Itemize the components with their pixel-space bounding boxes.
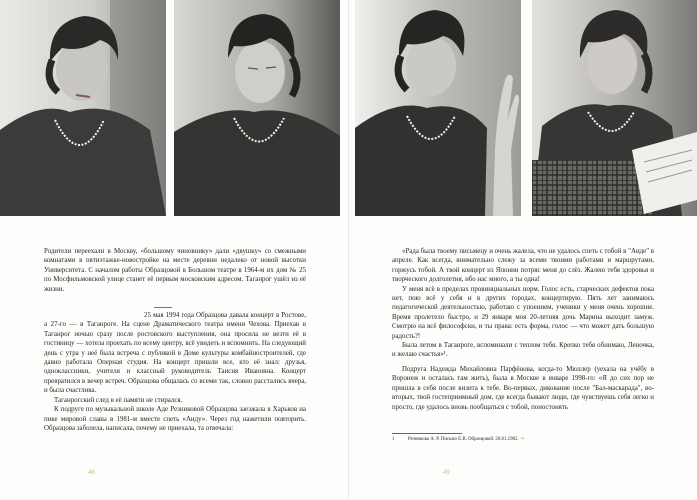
paragraph: У меня всё в пределах провинциальных норм. Голос есть, старческих дефектов пока нет, пою всё у себя и в других городах, концертирую. Пять лет занимаюсь педагогической деятельностью, работаю с упоением, ученики у меня очень хорошие. Время пролетело быстро, и 29 января моя 20-летняя дочь Марина выходит замуж. Смотрю на всё философски, и ты права: есть форма, голос — что может дать большую радость?! (392, 285, 654, 340)
photo-woman-eyes-closed-image (174, 0, 340, 216)
photo-woman-gesturing (355, 0, 521, 216)
footnote-end-mark-icon: ❧ (520, 437, 525, 442)
page-number-right: 49 (443, 470, 450, 476)
paragraph: Родители переехали в Москву, «большому чиновнику» дали «двушку» со смежными комнатами в пятиэтажке-новостройке на месте деревни недалеко от новой высотки Университета. С началом работы Образцовой в Большом театре в 1964-м их дом № 25 по Мосфильмовской улице станет её первым московским адресом. Таганрог ушёл из её жизни. (44, 248, 306, 293)
footnote-divider (392, 433, 462, 434)
paragraph: К подруге по музыкальной школе Аде Резниковой Образцова заезжала в Харьков на пике мировой славы в 1981-м вместе спеть «Аиду». Через год нажетили повторить. Образцова заболела, написала, почему не приехала, та отвечала: (44, 406, 306, 432)
paragraph: Таганрогский след в её памяти не стирался. (54, 396, 183, 404)
photo-woman-gesturing-image (355, 0, 521, 216)
paragraph: Подруга Надежда Михайловна Парфёнова, когда-то Мюллер (уехала на учёбу в Воронеж и осталась там жить), была в Москве в январе 1998-го: «Я до сих пор не пришла в себя после визита к тебе. Во-первых, дикование после "Бал-маскарада", во-вторых, твой гостеприимный дом, где всегда бывают люди, где чувствуешь себя легко и просто, где удалось вновь пообщаться с тобой, поностонять (392, 365, 654, 411)
page-gutter (348, 0, 349, 500)
photo-woman-looking-down (0, 0, 166, 216)
photo-woman-looking-down-image (0, 0, 166, 216)
paragraph: «Рада была твоему письмецу и очень жалела, что не удалось спеть с тобой в "Аиде" в апреле. Как всегда, внимательно слежу за всеми твоими работами и маршрутами, горжусь тобой. А твой концерт из Японии потряс меня до слёз. Жалею тебя здоровья и творческого долголетия, ибо нас много, а ты одна! (392, 248, 654, 284)
paragraph: 25 мая 1994 года Образцова давала концерт в Ростове, а 27-го — в Таганроге. На сцене Драматического театра имени Чехова. Приехав в Таганрог ночью сразу после ростовского выступления, она просила не везти её в гостиницу — хотела проехать по всему центру, всё увидеть и вспомнить. На следующий день с утра у неё была встреча с публикой в Доме культуры комбайностроителей, где давно работала Оперная студия. На концерт пришли все, кто её знал: друзья, одноклассники, учителя и классный руководитель Таисия Ивановна. Концерт превратился в вечер встреч. Образцова общалась со всеми так, словно расстались вчера, и была счастлива. (44, 312, 306, 395)
footnote (392, 437, 654, 443)
footnote-text: Резникова А. Р. Письмо Е.В. Образцовой. 20.01.1982. (408, 437, 519, 442)
section-divider (154, 307, 172, 308)
section-gap (44, 294, 306, 303)
photo-woman-reading-magazine (532, 0, 697, 216)
photo-woman-reading-magazine-image (532, 0, 697, 216)
left-page-text (44, 247, 306, 433)
paragraph: Была летом в Таганроге, вспоминали с теплом тебя. Крепко тебя обнимаю, Леночка, и желаю счастья»¹. (392, 342, 654, 359)
right-page-text (392, 247, 654, 412)
page-number-left: 48 (88, 470, 95, 476)
footnote-number: 1 (392, 437, 395, 442)
photo-woman-eyes-closed (174, 0, 340, 216)
